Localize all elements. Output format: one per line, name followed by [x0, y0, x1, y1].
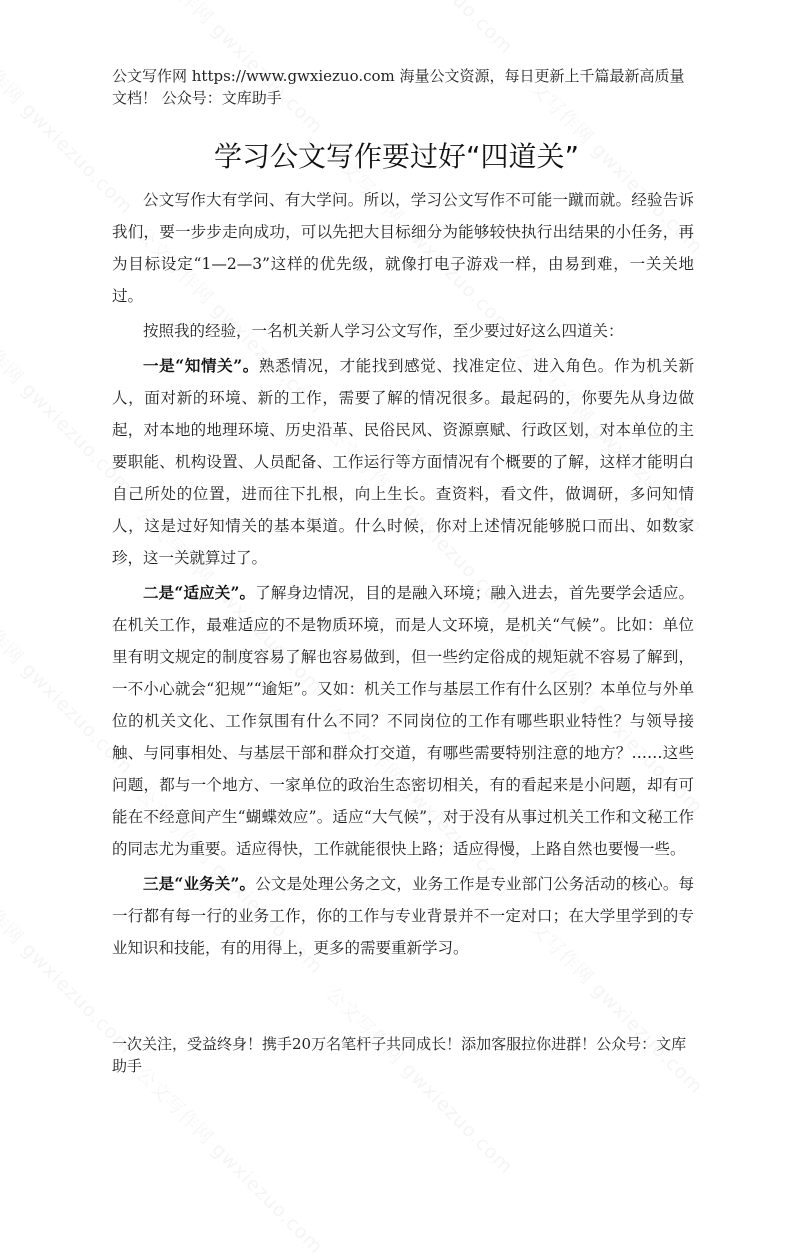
section-paragraph [112, 577, 694, 865]
intro-paragraph: 按照我的经验，一名机关新人学习公文写作，至少要过好这么四道关： [143, 322, 624, 340]
document-body [112, 184, 694, 964]
footer-text: 一次关注，受益终身！携手20万名笔杆子共同成长！添加客服拉你进群！公众号：文库助手 [112, 1035, 687, 1075]
page-footer [112, 1033, 692, 1077]
section-paragraph [112, 868, 694, 964]
section-text: 了解身边情况，目的是融入环境；融入进去，首先要学会适应。在机关工作，最难适应的不是物质环境，而是人文环境，是机关“气候”。比如：单位里有明文规定的制度容易了解也容易做到，但一些约定俗成的规矩就不容易了解到，一不小心就会“犯规”“逾矩”。又如：机关工作与基层工作有什么区别？本单位与外单位的机关文化、工作氛围有什么不同？不同岗位的工作有哪些职业特性？与领导接触、与同事相处、与基层干部和群众打交道，有哪些需要特别注意的地方？……这些问题，都与一个地方、一家单位的政治生态密切相关，有的看起来是小问题，却有可能在不经意间产生“蝴蝶效应”。适应“大气候”，对于没有从事过机关工作和文秘工作的同志尤为重要。适应得快，工作就能很快上路；适应得慢，上路自然也要慢一些。 [112, 584, 694, 858]
page-header [112, 65, 692, 109]
section-text: 熟悉情况，才能找到感觉、找准定位、进入角色。作为机关新人，面对新的环境、新的工作，需要了解的情况很多。最起码的，你要先从身边做起，对本地的地理环境、历史沿革、民俗民风、资源禀赋、行政区划，对本单位的主要职能、机构设置、人员配备、工作运行等方面情况有个概要的了解，这样才能明白自己所处的位置，进而往下扎根，向上生长。查资料，看文件，做调研，多问知情人，这是过好知情关的基本渠道。什么时候，你对上述情况能够脱口而出、如数家珍，这一关就算过了。 [112, 357, 694, 567]
header-text: 公文写作网 https://www.gwxiezuo.com 海量公文资源，每日更新上千篇最新高质量文档！ 公众号：文库助手 [112, 67, 685, 107]
section-paragraph [112, 350, 694, 574]
section-heading: 一是“知情关”。 [143, 356, 259, 375]
section-heading: 二是“适应关”。 [143, 583, 256, 602]
section-text: 公文是处理公务之文，业务工作是专业部门公务活动的核心。每一行都有每一行的业务工作，你的工作与专业背景并不一定对口；在大学里学到的专业知识和技能，有的用得上，更多的需要重新学习。 [112, 875, 694, 957]
watermark-text [321, 980, 520, 1179]
section-heading: 三是“业务关”。 [143, 874, 256, 893]
watermark-text [131, 1060, 330, 1259]
watermark-text [321, 0, 520, 59]
intro-paragraph: 公文写作大有学问、有大学问。所以，学习公文写作不可能一蹴而就。经验告诉我们，要一步步走向成功，可以先把大目标细分为能够较快执行出结果的小任务，再为目标设定“1—2—3”这样的优先级，就像打电子游戏一样，由易到难，一关关地过。 [112, 191, 694, 305]
document-title: 学习公文写作要过好“四道关” [213, 140, 579, 173]
